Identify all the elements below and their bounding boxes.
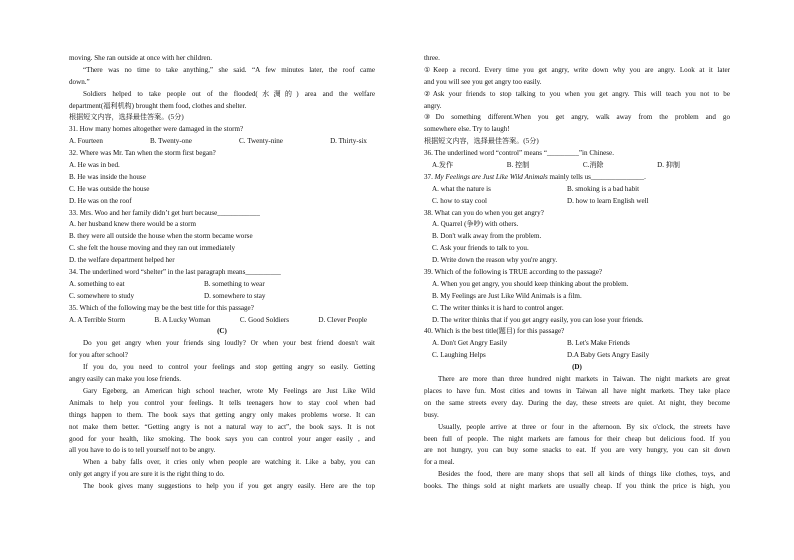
passage-line: The book gives many suggestions to help you if you get angry easily. Here are the top (83, 482, 375, 491)
passage-line: There are more than three hundred night markets in Taiwan. The night markets are great (438, 375, 730, 384)
option[interactable]: C. Good Soldiers (239, 315, 289, 324)
story-line: moving. She ran outside at once with her children. (69, 54, 213, 62)
question-40: 40. Which is the best title(题目) for this passage? (424, 327, 565, 336)
passage-line: Do you get angry when your friends sing loudly? Or when your best friend doesn't wait (83, 339, 375, 348)
option[interactable]: A. her husband knew there would be a storm (69, 220, 197, 229)
options-36 (424, 160, 730, 172)
option[interactable]: D. how to learn English well (567, 196, 649, 205)
options-34-row (69, 291, 375, 303)
passage-line: When a baby falls over, it cries only when people are watching it. Like a baby, you can (83, 458, 375, 467)
passage-line: not make them better. “Getting angry is not a natural way to act”, the book says. It is not (69, 422, 375, 431)
options-35 (69, 315, 375, 327)
option[interactable]: B. they were all outside the house when the storm became worse (69, 232, 253, 241)
option[interactable]: C. she felt the house moving and they ran out immediately (69, 244, 236, 253)
section-d-heading: (D) (572, 363, 582, 372)
option[interactable]: C. The writer thinks it is hard to control anger. (432, 303, 564, 312)
tip-line: three. (424, 54, 440, 62)
option[interactable]: C. how to stay cool (432, 196, 487, 205)
option[interactable]: D. Clever People (318, 315, 367, 324)
story-line: Soldiers helped to take people out of the flooded(水淍的) area and the welfare (83, 89, 375, 98)
passage-line: Animals to help you control your feelings. It tells teenagers how to stay cool when bad (69, 398, 375, 407)
question-31: 31. How many homes altogether were damaged in the storm? (69, 125, 244, 134)
question-36: 36. The underlined word “control” means “_________”in Chinese. (424, 149, 614, 158)
passage-line: places to have fun. Most cities and towns in Taiwan all have night markets. They take place (424, 386, 730, 395)
passage-line: good for your health, like smoking. The book says you can control your anger easily , and (69, 434, 375, 443)
option[interactable]: C. Laughing Helps (432, 351, 486, 360)
option[interactable]: A. A Terrible Storm (69, 315, 126, 324)
passage-line: If you do, you need to control your feelings and stop getting angry so easily. Getting (83, 363, 375, 372)
option[interactable]: C.消除 (582, 161, 604, 170)
option[interactable]: B. something to wear (204, 279, 265, 288)
options-37-row (424, 196, 730, 208)
option[interactable]: B. A Lucky Woman (154, 315, 211, 324)
options-40-row (424, 350, 730, 362)
section-hint: 根据短文内容，选择最佳答案。(5分) (69, 113, 184, 122)
question-37 (424, 172, 730, 184)
options-34-row (69, 279, 375, 291)
option[interactable]: D. 抑制 (657, 161, 680, 170)
option[interactable]: B. Let's Make Friends (567, 339, 630, 348)
options-31 (69, 136, 375, 148)
option[interactable]: B. My Feelings are Just Like Wild Animals is a film. (432, 291, 582, 300)
passage-line: are not hungry, you can buy some snacks to eat. If you are very hungry, you can sit down (424, 446, 730, 455)
option[interactable]: A.发作 (432, 161, 454, 170)
question-34: 34. The underlined word “shelter” in the last paragraph means__________ (69, 268, 281, 277)
tip-line: somewhere else. Try to laugh! (424, 125, 510, 134)
question-tail: mainly tells us_______________. (547, 172, 646, 181)
passage-line: things happen to them. The book says that getting angry only makes problems worse. It can (69, 410, 375, 419)
option[interactable]: D.A Baby Gets Angry Easily (567, 351, 650, 360)
option[interactable]: C. He was outside the house (69, 184, 150, 193)
passage-line: for a meal. (424, 458, 455, 467)
story-line: “There was no time to take anything,” she said. “A few minutes later, the roof came (83, 65, 375, 74)
passage-line: for you after school? (69, 351, 128, 360)
question-35: 35. Which of the following may be the best title for this passage? (69, 303, 254, 312)
passage-line: all you have to do is to tell yourself not to be angry. (69, 446, 216, 455)
question-39: 39. Which of the following is TRUE according to the passage? (424, 268, 603, 277)
question-38: 38. What can you do when you get angry? (424, 208, 544, 217)
passage-line: on the same streets every day. During the day, these streets are quiet. At night, they become (424, 398, 730, 407)
option[interactable]: D. Write down the reason why you're angry. (432, 256, 558, 265)
passage-line: Besides the food, there are many shops that sell all kinds of things like clothes, toys, and (438, 470, 730, 479)
option[interactable]: A. When you get angry, you should keep thinking about the problem. (432, 279, 629, 288)
option[interactable]: A. He was in bed. (69, 161, 120, 170)
option[interactable]: D. Thirty-six (330, 137, 367, 146)
tip-line: angry. (424, 101, 442, 110)
passage-line: been full of people. The night markets are famous for their cheap but delicious food. If you (424, 434, 730, 443)
option[interactable]: A. what the nature is (432, 184, 491, 193)
option[interactable]: D. somewhere to stay (204, 291, 266, 300)
tip-line: ③Do something different.When you get angry, walk away from the problem and go (424, 113, 730, 122)
options-37-row (424, 184, 730, 196)
option[interactable]: B. Twenty-one (150, 137, 192, 146)
story-line: department(福利机构) brought them food, clothes and shelter. (69, 101, 247, 110)
option[interactable]: B. smoking is a bad habit (567, 184, 640, 193)
option[interactable]: A. something to eat (69, 279, 125, 288)
question-33: 33. Mrs. Woo and her family didn’t get hurt because____________ (69, 208, 260, 217)
option[interactable]: D. the welfare department helped her (69, 256, 175, 265)
question-number: 37. (424, 172, 435, 181)
passage-line: Usually, people arrive at three or four in the afternoon. By six o'clock, the streets have (438, 422, 730, 431)
options-40-row (424, 338, 730, 350)
option[interactable]: B. 控制 (506, 161, 530, 170)
passage-line: only get angry if you are sure it is the right thing to do. (69, 470, 225, 479)
section-hint: 根据短文内容，选择最佳答案。(5分) (424, 137, 539, 146)
option[interactable]: B. He was inside the house (69, 172, 146, 181)
tip-line: and you will see you get angry too easily. (424, 77, 542, 86)
section-c-heading: (C) (217, 327, 227, 336)
option[interactable]: B. Don't walk away from the problem. (432, 232, 542, 241)
tip-line: ①Keep a record. Every time you get angry, write down why you are angry. Look at it later (424, 65, 730, 74)
book-title: My Feelings are Just Like Wild Animals (434, 172, 548, 181)
option[interactable]: D. The writer thinks that if you get angry easily, you can lose your friends. (432, 315, 644, 324)
passage-line: angry easily can make you lose friends. (69, 375, 182, 384)
passage-line: books. The things sold at night markets are usually cheap. If you think the price is high, you (424, 482, 730, 491)
option[interactable]: A. Fourteen (69, 137, 103, 146)
question-32: 32. Where was Mr. Tan when the storm first began? (69, 149, 216, 158)
tip-line: ②Ask your friends to stop talking to you when you get angry. This will teach you not to be (424, 89, 730, 98)
option[interactable]: A. Quarrel (争吵) with others. (432, 220, 519, 229)
passage-line: Gary Egeberg, an American high school teacher, wrote My Feelings are Just Like Wild (83, 386, 375, 395)
left-column (69, 53, 375, 493)
right-column (424, 53, 730, 493)
passage-line: busy. (424, 410, 439, 419)
option[interactable]: A. Don't Get Angry Easily (432, 339, 508, 348)
option[interactable]: D. He was on the roof (69, 196, 132, 205)
option[interactable]: C. Ask your friends to talk to you. (432, 244, 529, 253)
story-line: down.” (69, 77, 90, 86)
option[interactable]: C. somewhere to study (69, 291, 135, 300)
option[interactable]: C. Twenty-nine (239, 137, 283, 146)
